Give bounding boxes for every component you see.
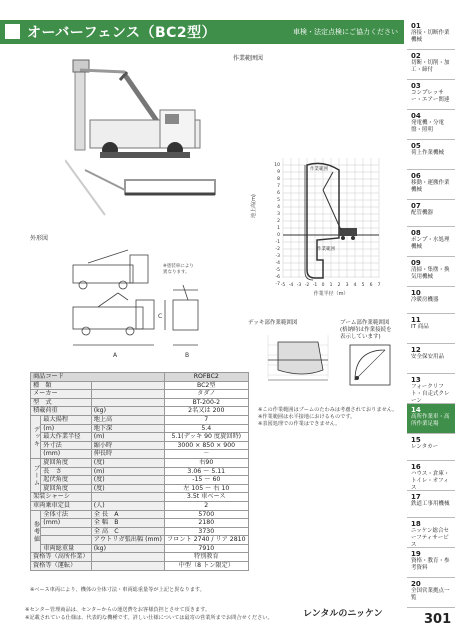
y-tick-label: -4 — [275, 261, 280, 266]
spec-unit: アウトリガ張出幅 (mm) — [91, 536, 164, 545]
boom-range-note-1: (格納時は作業接続を — [340, 327, 392, 333]
sidebar-item-label: 配管機器 — [411, 210, 434, 216]
sidebar-item-number: 10 — [411, 289, 421, 297]
sidebar-item-06[interactable] — [407, 170, 455, 200]
outline-drawing — [68, 245, 203, 365]
spec-unit: (度) — [91, 458, 164, 467]
sidebar-item-03[interactable] — [407, 80, 455, 110]
x-tick-label: -2 — [304, 283, 310, 288]
spec-unit: 全 高 C — [91, 527, 164, 536]
sidebar-item-number: 02 — [411, 52, 421, 60]
sidebar-item-number: 18 — [411, 520, 421, 528]
spec-unit — [91, 553, 164, 562]
sidebar-item-label: 高所作業車・高所作業足場 — [411, 414, 450, 427]
spec-table — [30, 372, 249, 571]
sidebar-item-07[interactable] — [407, 200, 455, 227]
sidebar-item-number: 12 — [411, 346, 421, 354]
spec-value: 3730 — [164, 527, 248, 536]
spec-unit: (kg) — [91, 544, 164, 553]
sidebar-item-label: 安全保安用品 — [411, 354, 445, 360]
spec-group-label: 参考値 — [31, 510, 41, 553]
chart-notes — [258, 407, 403, 428]
header-note: 車検・法定点検にご協力ください — [293, 28, 398, 36]
sidebar-item-label: 溶接・切断作業機械 — [411, 30, 450, 43]
y-tick-label: -1 — [275, 240, 280, 245]
sidebar-item-number: 07 — [411, 202, 421, 210]
spec-row — [31, 510, 249, 519]
y-tick-label: -6 — [275, 275, 280, 280]
spec-row — [31, 424, 249, 433]
spec-value: フロント 2740 / リア 2810 — [164, 536, 248, 545]
y-tick-label: 7 — [277, 184, 280, 189]
sidebar-item-12[interactable] — [407, 344, 455, 374]
spec-key: 最大作業半径 — [41, 433, 91, 442]
spec-unit: (度) — [91, 476, 164, 485]
spec-unit: 全 幅 B — [91, 519, 164, 528]
sidebar-item-label: 移動・運搬作業機械 — [411, 180, 450, 193]
x-tick-label: 3 — [345, 283, 349, 288]
sidebar-item-label: 資格・教育・参考資料 — [411, 558, 450, 571]
chart-note-1: ※この作業範囲はブームのたわみは考慮されておりません。 — [258, 407, 398, 413]
spec-value: 5.4 — [164, 424, 248, 433]
x-tick-label: 5 — [361, 283, 365, 288]
footer-line-1: ※センター管理商品は、センターからの運送費をお客様負担とさせて頂きます。 — [25, 607, 211, 613]
spec-unit: 全 長 A — [91, 510, 164, 519]
footer-line-2: ※記載されている仕様は、代表的な機種です。詳しい仕様については最寄の営業所までお問合せください。 — [25, 615, 273, 621]
spec-value: 5700 — [164, 510, 248, 519]
x-tick-label: 1 — [329, 283, 333, 288]
spec-key: 最大揚程 — [41, 415, 91, 424]
boom-range-label: ブーム部作業範囲図 — [340, 320, 390, 326]
spec-key: 全体寸法 — [41, 510, 91, 519]
table-note: ※ベース車両により、機体の全体寸法・車両総重量等が上記と異なります。 — [30, 587, 205, 593]
x-tick-label: 6 — [369, 283, 373, 288]
sidebar-item-16[interactable] — [407, 461, 455, 491]
spec-group-label: ブーム — [31, 458, 41, 492]
spec-unit — [91, 398, 164, 407]
spec-row — [31, 433, 249, 442]
spec-unit — [91, 562, 164, 571]
y-tick-label: 10 — [274, 163, 280, 168]
area-label-a: 作業範囲 — [310, 167, 328, 172]
spec-key: 車両総重量 — [41, 544, 91, 553]
spec-row — [31, 527, 249, 536]
spec-key: (mm) — [41, 450, 91, 459]
spec-key: 起伏角度 — [41, 476, 91, 485]
spec-key: 車両乗車定員 — [31, 501, 92, 510]
spec-key — [41, 536, 91, 545]
sidebar-item-number: 20 — [411, 580, 421, 588]
spec-group-label: デッキ — [31, 415, 41, 458]
sidebar-item-number: 04 — [411, 112, 421, 120]
y-tick-label: 4 — [277, 205, 280, 210]
sidebar-item-05[interactable] — [407, 140, 455, 170]
spec-header-label: 商品コード — [31, 373, 165, 382]
sidebar-item-number: 06 — [411, 172, 421, 180]
boom-range-note-2: 表示しています) — [340, 334, 381, 340]
sidebar-item-01[interactable] — [407, 20, 455, 50]
sidebar-item-18[interactable] — [407, 518, 455, 548]
spec-row — [31, 562, 249, 571]
spec-row — [31, 476, 249, 485]
dim-a-label: A — [113, 352, 118, 359]
sidebar-item-label: フォークリフト・自走式クレーン — [411, 384, 450, 404]
y-tick-label: 0 — [277, 233, 280, 238]
sidebar-item-number: 03 — [411, 82, 421, 90]
sidebar-item-09[interactable] — [407, 257, 455, 287]
sidebar-item-number: 01 — [411, 22, 421, 30]
sidebar-item-17[interactable] — [407, 491, 455, 518]
spec-row — [31, 381, 249, 390]
page-title: オーバーフェンス（BC2型） — [27, 25, 217, 41]
y-ticks — [274, 162, 280, 287]
spec-value: BT-200-2 — [164, 398, 248, 407]
spec-key: メーカー — [31, 390, 92, 399]
spec-value: 右90 — [164, 458, 248, 467]
spec-header-value: ROFBC2 — [164, 373, 248, 382]
x-axis-label: 作業半径（m） — [313, 291, 349, 297]
spec-row — [31, 398, 249, 407]
dim-b-label: B — [185, 352, 190, 359]
x-tick-label: -3 — [296, 283, 302, 288]
chart-note-3: ※表図処理での作業はできません。 — [258, 421, 341, 427]
spec-value: 3000 × 850 × 900 — [164, 441, 248, 450]
sidebar-item-label: 清掃・集塵・換気用機械 — [411, 267, 450, 280]
dim-c-label: C — [158, 313, 163, 320]
sidebar-item-02[interactable] — [407, 50, 455, 80]
sidebar-item-number: 09 — [411, 259, 421, 267]
sidebar-item-label: ハウス・倉庫・トイレ・オフィス — [411, 471, 450, 491]
spec-value: 3.5t 車ベース — [164, 493, 248, 502]
y-tick-label: 9 — [277, 170, 280, 175]
spec-row — [31, 441, 249, 450]
sidebar-item-number: 15 — [411, 436, 421, 444]
x-tick-label: 0 — [321, 283, 325, 288]
spec-unit — [91, 493, 164, 502]
spec-value: 7910 — [164, 544, 248, 553]
chart-note-2: ※作業範囲は水平接地におけるものです。 — [258, 414, 356, 420]
sidebar-item-08[interactable] — [407, 227, 455, 257]
spec-value: タダノ — [164, 390, 248, 399]
spec-value: 3.06 ～ 5.11 — [164, 467, 248, 476]
spec-key: 外寸法 — [41, 441, 91, 450]
spec-row — [31, 501, 249, 510]
sidebar-item-number: 13 — [411, 376, 421, 384]
work-range-diagram — [247, 150, 405, 302]
spec-key: 旋回角度 — [41, 484, 91, 493]
spec-value: 特別教育 — [164, 553, 248, 562]
spec-value: 左 105 ～ 右 10 — [164, 484, 248, 493]
category-sidebar — [407, 20, 455, 620]
spec-row — [31, 536, 249, 545]
spec-row — [31, 493, 249, 502]
sidebar-item-14[interactable] — [407, 404, 455, 434]
spec-row — [31, 458, 249, 467]
area-label-b: 作業範囲 — [317, 247, 335, 252]
spec-row — [31, 450, 249, 459]
spec-unit: 伸長時 — [91, 450, 164, 459]
x-tick-label: -1 — [312, 283, 318, 288]
spec-row — [31, 553, 249, 562]
y-tick-label: 1 — [277, 226, 280, 231]
spec-value: 中型（8 トン限定） — [164, 562, 248, 571]
sidebar-item-number: 08 — [411, 229, 421, 237]
sidebar-item-number: 17 — [411, 493, 421, 501]
spec-row — [31, 484, 249, 493]
outline-label: 外形図 — [30, 235, 49, 242]
y-tick-label: -3 — [275, 254, 280, 259]
sidebar-item-13[interactable] — [407, 374, 455, 404]
outline-note-1: ※塗装車により — [163, 264, 194, 269]
sidebar-item-20[interactable] — [407, 578, 455, 608]
spec-value: 2180 — [164, 519, 248, 528]
sidebar-item-label: コンプレッサー・エアー関連 — [411, 90, 450, 103]
spec-unit: (人) — [91, 501, 164, 510]
spec-unit: 地上高 — [91, 415, 164, 424]
sidebar-item-number: 11 — [411, 316, 421, 324]
product-photo — [65, 50, 220, 220]
sidebar-item-19[interactable] — [407, 548, 455, 578]
y-axis-label: 地上高(m) — [251, 194, 257, 218]
spec-unit: 縮小時 — [91, 441, 164, 450]
spec-key: 資格等（高所作業） — [31, 553, 92, 562]
deck-range-diagram — [248, 330, 338, 390]
spec-value: － — [164, 450, 248, 459]
spec-value: -15 ～ 60 — [164, 476, 248, 485]
spec-header-row — [31, 373, 249, 382]
y-tick-label: -7 — [275, 282, 280, 287]
spec-key: 型 式 — [31, 398, 92, 407]
spec-key: 資格等（運転） — [31, 562, 92, 571]
spec-key: (mm) — [41, 519, 91, 528]
outline-note-2: 異なります。 — [163, 270, 190, 275]
x-tick-label: 4 — [353, 283, 357, 288]
spec-key: 長 さ — [41, 467, 91, 476]
work-range-label: 作業範囲図 — [233, 55, 264, 62]
x-tick-label: -5 — [280, 283, 286, 288]
sidebar-item-label: ポンプ・水処理機械 — [411, 237, 450, 250]
sidebar-item-label: 全国営業拠点一覧 — [411, 588, 450, 601]
x-tick-label: -4 — [288, 283, 294, 288]
sidebar-item-label: ニッケン総合セーフティサービス — [411, 528, 450, 548]
deck-range-label: デッキ部作業範囲図 — [248, 320, 298, 326]
y-tick-label: 6 — [277, 191, 280, 196]
spec-row — [31, 415, 249, 424]
header-square-icon — [5, 24, 20, 39]
y-tick-label: 8 — [277, 177, 280, 182]
x-tick-label: 2 — [337, 283, 341, 288]
spec-unit: (m) — [91, 467, 164, 476]
x-tick-label: 7 — [377, 283, 381, 288]
sidebar-item-label: 冷暖房機器 — [411, 297, 439, 303]
spec-unit: (m) — [91, 433, 164, 442]
spec-unit — [91, 390, 164, 399]
y-tick-label: -5 — [275, 268, 280, 273]
spec-unit: 地下深 — [91, 424, 164, 433]
spec-row — [31, 544, 249, 553]
spec-value: 2 — [164, 501, 248, 510]
sidebar-item-label: 鉄道工事用機械 — [411, 501, 450, 507]
sidebar-item-number: 05 — [411, 142, 421, 150]
sidebar-item-number: 19 — [411, 550, 421, 558]
spec-row — [31, 390, 249, 399]
spec-value: 2名又は 200 — [164, 407, 248, 416]
boom-range-diagram — [345, 340, 400, 390]
spec-row — [31, 467, 249, 476]
sidebar-item-label: IT 商品 — [411, 324, 429, 330]
spec-unit: (kg) — [91, 407, 164, 416]
page-header — [0, 20, 404, 44]
y-tick-label: -2 — [275, 247, 280, 252]
sidebar-item-label: 切断・切削・加工・締付 — [411, 60, 450, 73]
spec-key: (m) — [41, 424, 91, 433]
sidebar-item-label: 発電機・分電盤・照明 — [411, 120, 445, 133]
spec-unit — [91, 381, 164, 390]
spec-row — [31, 519, 249, 528]
spec-key — [41, 527, 91, 536]
sidebar-item-label: レンタカー — [411, 444, 439, 450]
spec-row — [31, 407, 249, 416]
y-tick-label: 5 — [277, 198, 280, 203]
footer-notes — [25, 606, 273, 622]
spec-value: 5.1(デッキ 90 度旋回時) — [164, 433, 248, 442]
sidebar-item-number: 14 — [411, 406, 421, 414]
sidebar-item-04[interactable] — [407, 110, 455, 140]
sidebar-item-label: 荷上作業機械 — [411, 150, 445, 156]
y-tick-label: 3 — [277, 212, 280, 217]
page-number: 301 — [424, 612, 452, 627]
spec-key: 種 類 — [31, 381, 92, 390]
spec-value: BC2型 — [164, 381, 248, 390]
y-tick-label: 2 — [277, 219, 280, 224]
sidebar-item-15[interactable] — [407, 434, 455, 461]
sidebar-item-number: 16 — [411, 463, 421, 471]
sidebar-item-11[interactable] — [407, 314, 455, 344]
company-logo: レンタルのニッケン — [303, 609, 383, 619]
sidebar-item-10[interactable] — [407, 287, 455, 314]
x-ticks — [281, 282, 381, 288]
spec-key: 架装シャーシ — [31, 493, 92, 502]
spec-key: 積載荷重 — [31, 407, 92, 416]
spec-unit: (度) — [91, 484, 164, 493]
spec-value: 7 — [164, 415, 248, 424]
spec-key: 旋回角度 — [41, 458, 91, 467]
